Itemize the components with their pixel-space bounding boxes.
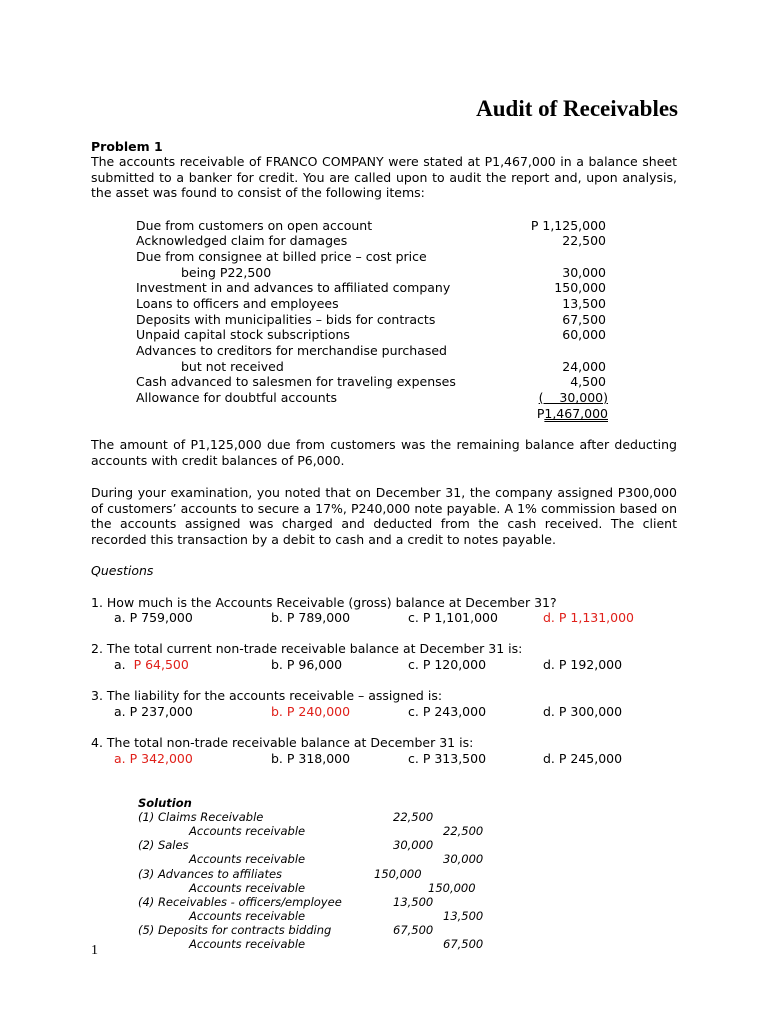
journal-credit-account: Accounts receivable (189, 881, 306, 895)
item-amount: 60,000 (562, 327, 606, 342)
choice-a: a. P 237,000 (114, 704, 193, 719)
item-amount: 4,500 (570, 374, 606, 389)
journal-credit-amount: 30,000 (443, 852, 484, 866)
choice-d: d. P 300,000 (543, 704, 623, 719)
choice-d: d. P 192,000 (543, 657, 623, 672)
choice-a-letter: a. (114, 657, 126, 672)
questions-heading: Questions (91, 563, 154, 578)
item-label: Due from consignee at billed price – cost price (136, 249, 427, 264)
choice-c: c. P 243,000 (408, 704, 487, 719)
page-title: Audit of Receivables (476, 96, 678, 121)
item-amount: 13,500 (562, 296, 606, 311)
journal-debit-amount: 30,000 (393, 838, 434, 852)
item-amount: 150,000 (554, 280, 606, 295)
question-text: 2. The total current non-trade receivable balance at December 31 is: (91, 641, 523, 656)
item-amount: ( 30,000) (538, 390, 608, 405)
item-label: Investment in and advances to affiliated company (136, 280, 451, 295)
total-amount (537, 406, 608, 422)
journal-debit-amount: 13,500 (393, 895, 434, 909)
item-amount: P 1,125,000 (530, 218, 606, 233)
choice-b-answer: b. P 240,000 (271, 704, 351, 719)
item-label: but not received (181, 359, 284, 374)
choice-a: a. P 759,000 (114, 610, 193, 625)
journal-debit-amount: 67,500 (393, 923, 434, 937)
item-amount: 24,000 (562, 359, 606, 374)
problem-heading: Problem 1 (91, 139, 163, 154)
journal-debit-account: (5) Deposits for contracts bidding (138, 923, 332, 937)
journal-credit-account: Accounts receivable (189, 937, 306, 951)
choice-b: b. P 318,000 (271, 751, 351, 766)
paragraph-credit-balances: The amount of P1,125,000 due from customers was the remaining balance after deducting accounts with credit balances of P6,000. (91, 437, 677, 468)
item-label: Unpaid capital stock subscriptions (136, 327, 350, 342)
item-label: Deposits with municipalities – bids for contracts (136, 312, 436, 327)
journal-credit-account: Accounts receivable (189, 909, 306, 923)
item-label: Due from customers on open account (136, 218, 373, 233)
question-text: 4. The total non-trade receivable balance at December 31 is: (91, 735, 474, 750)
journal-credit-amount: 22,500 (443, 824, 484, 838)
total-value: 1,467,000 (544, 406, 608, 421)
paragraph-assignment: During your examination, you noted that on December 31, the company assigned P300,000 of customers’ accounts to secure a 17%, P240,000 note payable. A 1% commission based on the accounts assigned was charged and deducted from the cash received. The client recorded this transaction by a debit to cash and a credit to notes payable. (91, 485, 677, 547)
page-number: 1 (91, 943, 98, 958)
item-amount: 22,500 (562, 233, 606, 248)
item-label: Acknowledged claim for damages (136, 233, 348, 248)
choice-c: c. P 313,500 (408, 751, 487, 766)
journal-credit-amount: 150,000 (428, 881, 476, 895)
question-text: 1. How much is the Accounts Receivable (gross) balance at December 31? (91, 595, 557, 610)
intro-paragraph: The accounts receivable of FRANCO COMPANY were stated at P1,467,000 in a balance sheet submitted to a banker for credit. You are called upon to audit the report and, upon analysis, the asset was found to consist of the following items: (91, 154, 677, 201)
item-label: Advances to creditors for merchandise purchased (136, 343, 447, 358)
journal-credit-amount: 67,500 (443, 937, 484, 951)
total-prefix: P (536, 406, 545, 421)
choice-c: c. P 1,101,000 (408, 610, 498, 625)
choice-a-answer: P 64,500 (133, 657, 189, 672)
solution-heading: Solution (138, 796, 192, 810)
journal-debit-account: (4) Receivables - officers/employee (138, 895, 342, 909)
journal-credit-account: Accounts receivable (189, 824, 306, 838)
choice-b: b. P 96,000 (271, 657, 343, 672)
item-label: being P22,500 (181, 265, 272, 280)
choice-a (114, 657, 189, 673)
journal-credit-amount: 13,500 (443, 909, 484, 923)
journal-debit-account: (3) Advances to affiliates (138, 867, 283, 881)
choice-b: b. P 789,000 (271, 610, 351, 625)
journal-credit-account: Accounts receivable (189, 852, 306, 866)
item-label: Loans to officers and employees (136, 296, 339, 311)
item-amount: 67,500 (562, 312, 606, 327)
choice-d-answer: d. P 1,131,000 (543, 610, 635, 625)
item-label: Allowance for doubtful accounts (136, 390, 338, 405)
journal-debit-account: (1) Claims Receivable (138, 810, 264, 824)
choice-d: d. P 245,000 (543, 751, 623, 766)
journal-debit-amount: 150,000 (374, 867, 422, 881)
item-label: Cash advanced to salesmen for traveling expenses (136, 374, 456, 389)
journal-debit-account: (2) Sales (138, 838, 189, 852)
question-text: 3. The liability for the accounts receivable – assigned is: (91, 688, 443, 703)
item-amount: 30,000 (562, 265, 606, 280)
choice-a-answer: a. P 342,000 (114, 751, 193, 766)
choice-c: c. P 120,000 (408, 657, 487, 672)
journal-debit-amount: 22,500 (393, 810, 434, 824)
